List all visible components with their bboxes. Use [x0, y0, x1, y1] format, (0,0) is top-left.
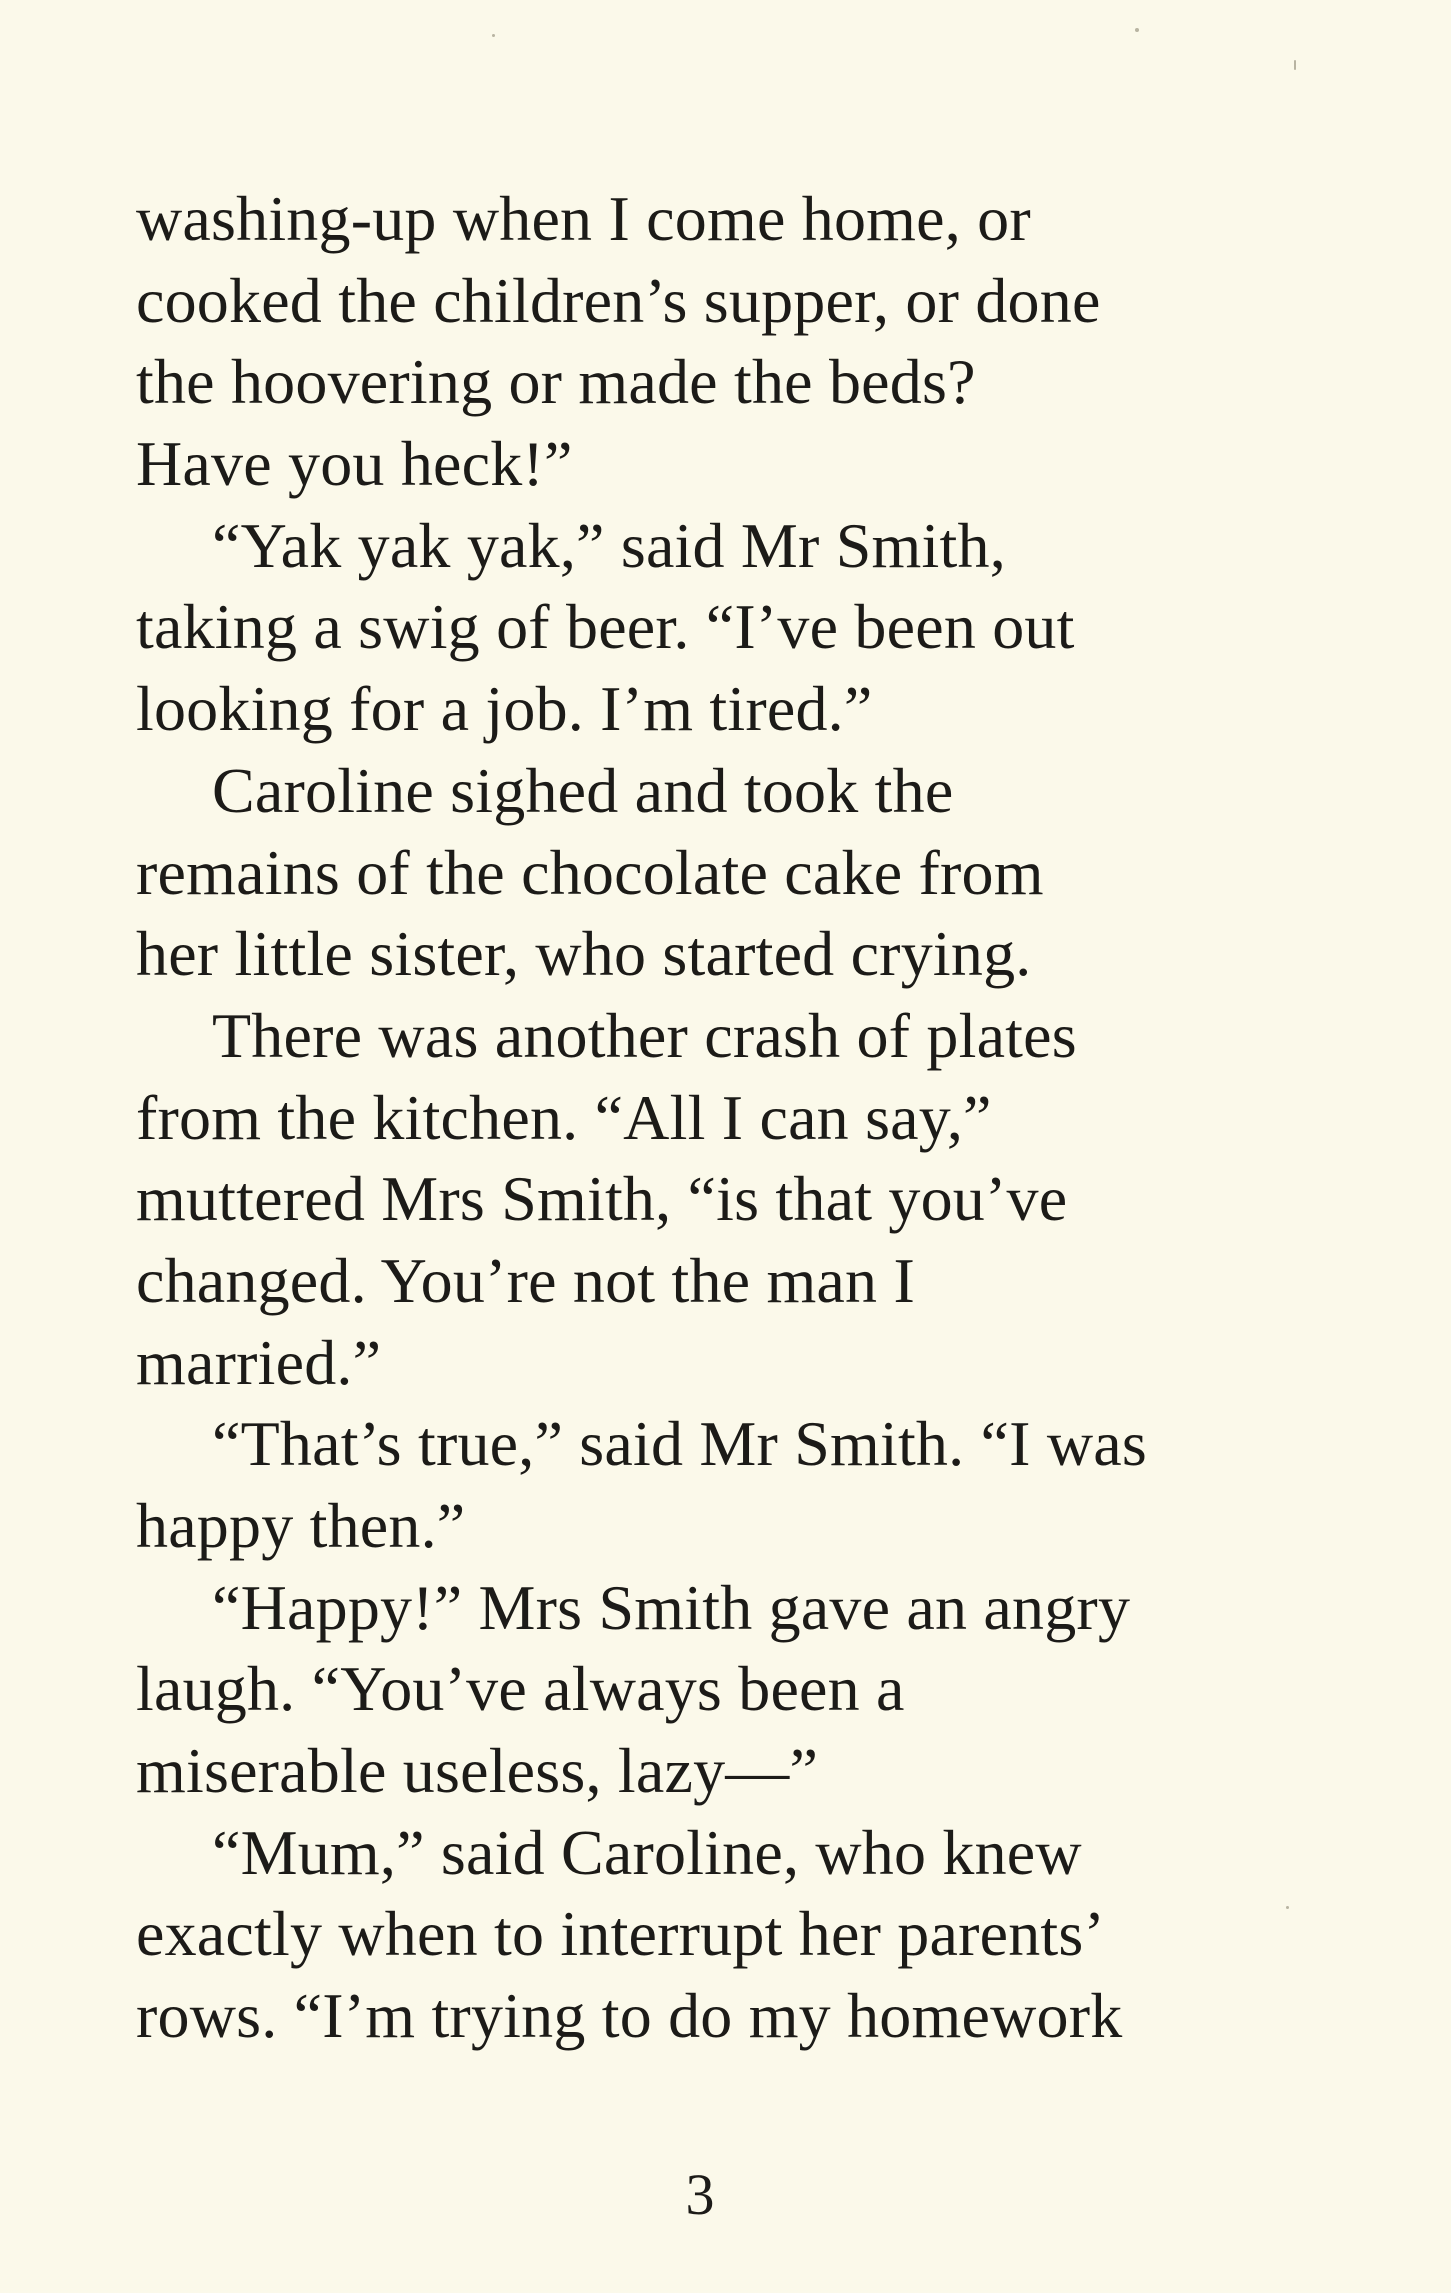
text-line: changed. You’re not the man I [136, 1244, 915, 1316]
text-line: exactly when to interrupt her parents’ [136, 1898, 1106, 1970]
text-line: washing-up when I come home, or [136, 183, 1031, 254]
page-number: 3 [685, 2162, 715, 2227]
text-line: muttered Mrs Smith, “is that you’ve [136, 1163, 1068, 1235]
text-line: miserable useless, lazy—” [136, 1735, 819, 1807]
text-line: the hoovering or made the beds? [136, 346, 976, 418]
text-line: taking a swig of beer. “I’ve been out [136, 591, 1075, 663]
text-line: Have you heck!” [136, 428, 573, 500]
text-line: remains of the chocolate cake from [136, 836, 1044, 908]
text-line: “Happy!” Mrs Smith gave an angry [212, 1571, 1131, 1643]
text-line: laugh. “You’ve always been a [136, 1653, 905, 1725]
text-line: her little sister, who started crying. [136, 918, 1032, 990]
paper-speck [492, 34, 495, 37]
text-line: “Yak yak yak,” said Mr Smith, [212, 509, 1006, 581]
text-line: married.” [136, 1326, 382, 1398]
text-line: cooked the children’s supper, or done [136, 264, 1101, 336]
text-line: “That’s true,” said Mr Smith. “I was [212, 1408, 1147, 1480]
text-line: happy then.” [136, 1490, 466, 1561]
paper-speck [1294, 60, 1296, 70]
text-line: “Mum,” said Caroline, who knew [212, 1816, 1082, 1888]
body-text [136, 178, 1316, 2057]
text-line: rows. “I’m trying to do my homework [136, 1980, 1123, 2052]
text-line: There was another crash of plates [212, 999, 1077, 1071]
paper-speck [1135, 28, 1139, 32]
text-line: Caroline sighed and took the [212, 754, 954, 826]
text-line: from the kitchen. “All I can say,” [136, 1081, 992, 1153]
text-line: looking for a job. I’m tired.” [136, 673, 873, 745]
